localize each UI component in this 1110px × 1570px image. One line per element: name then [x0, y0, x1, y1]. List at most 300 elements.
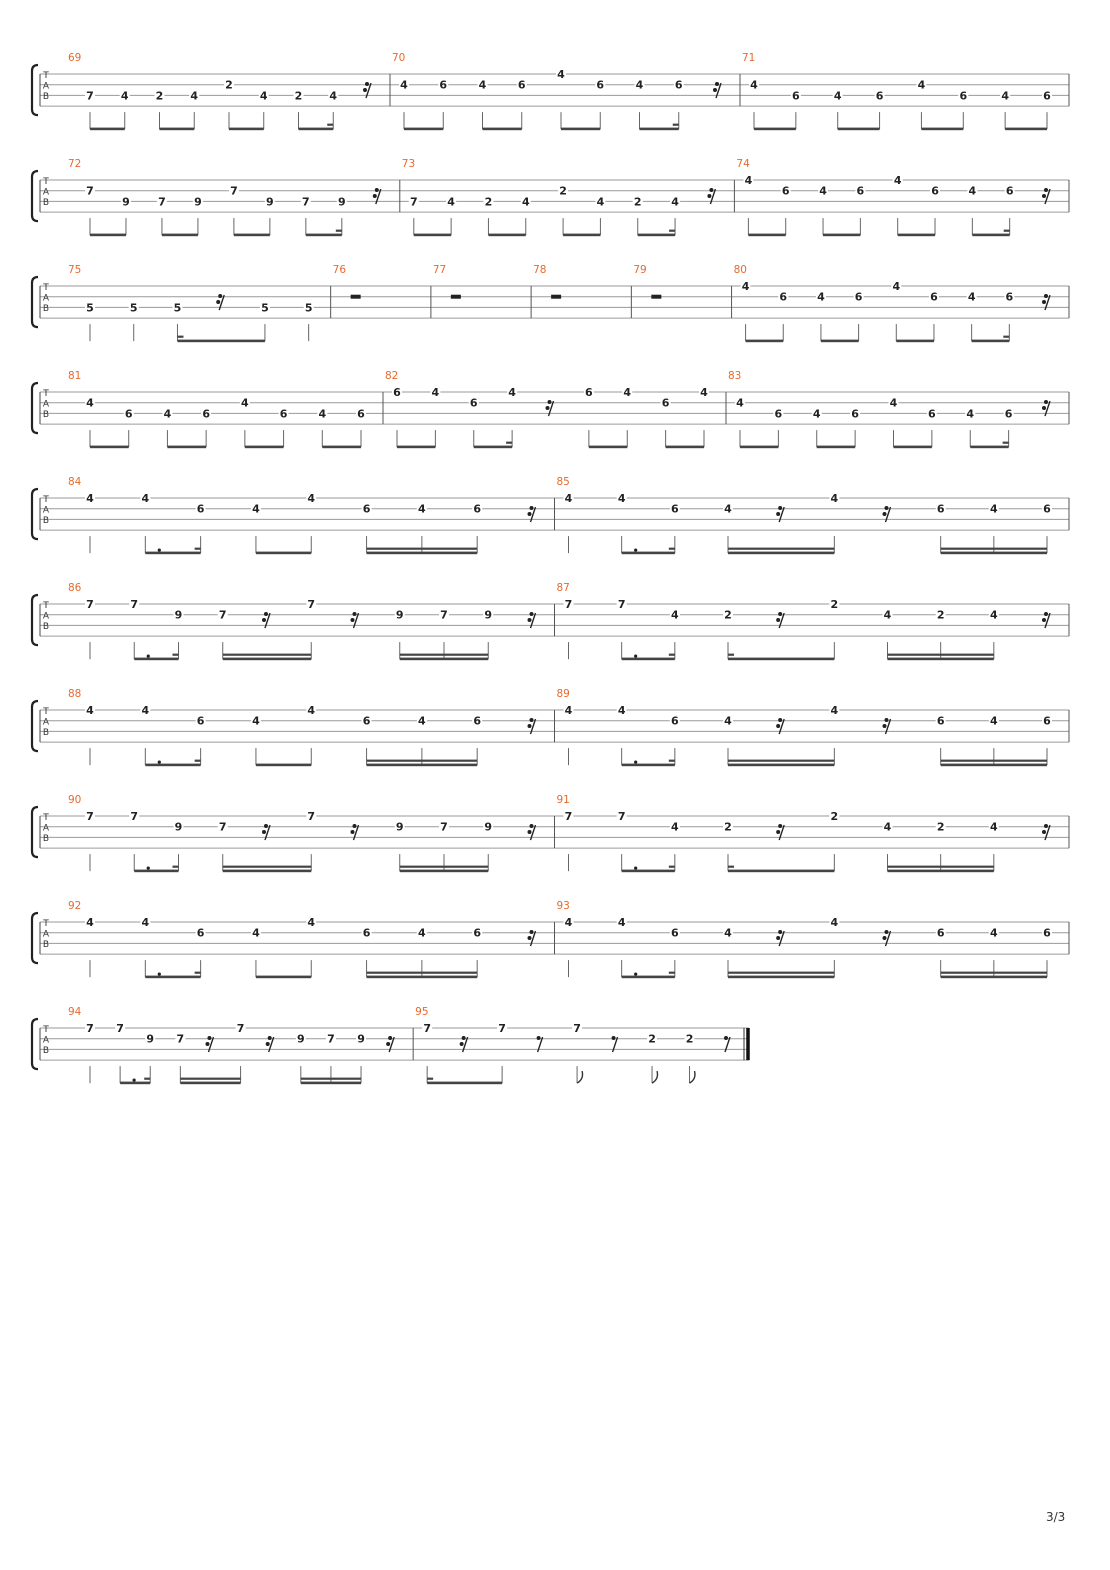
beam [474, 446, 512, 449]
fret-number: 9 [146, 1032, 155, 1046]
rest-dot [1044, 294, 1048, 298]
beam [256, 764, 311, 767]
rest-dot [776, 512, 780, 516]
beam [728, 870, 834, 873]
beam [1005, 128, 1047, 131]
fret-number: 7 [440, 608, 448, 622]
fret-number: 6 [931, 184, 939, 198]
beam-secondary [728, 972, 834, 974]
beam [322, 446, 361, 449]
beam-secondary [941, 548, 1047, 550]
measure [68, 900, 555, 978]
beam [256, 552, 311, 555]
fret-number: 4 [968, 184, 977, 198]
beam [728, 976, 834, 979]
tab-clef-letter: A [42, 929, 50, 940]
measure [392, 52, 740, 130]
measure-number: 78 [533, 264, 547, 276]
measure [736, 158, 1069, 236]
fret-number: 6 [596, 78, 605, 92]
fret-number: 4 [724, 714, 732, 728]
fret-number: 4 [307, 492, 316, 505]
measure-number: 93 [556, 900, 570, 912]
fret-number: 6 [362, 502, 371, 516]
rest-dot [778, 930, 782, 934]
note-flag [652, 1071, 657, 1083]
rest-dot [262, 618, 266, 622]
beam-hook [173, 654, 179, 656]
fret-number: 6 [779, 290, 788, 304]
fret-number: 6 [362, 714, 371, 728]
fret-number: 6 [936, 502, 945, 516]
beam [180, 1082, 240, 1085]
duration-dot [147, 867, 150, 870]
fret-number: 4 [990, 608, 998, 622]
beam [367, 976, 478, 979]
fret-number: 2 [484, 195, 493, 209]
fret-number: 4 [724, 502, 732, 516]
beam [167, 446, 206, 449]
fret-number: 4 [252, 502, 260, 516]
fret-number: 6 [124, 407, 133, 421]
rest-dot [612, 1036, 616, 1040]
fret-number: 4 [86, 916, 94, 929]
beam [177, 340, 264, 343]
duration-dot [158, 549, 161, 552]
rest-dot [262, 830, 266, 834]
fret-number: 9 [266, 195, 274, 209]
measure [68, 52, 390, 130]
beam [896, 340, 934, 343]
fret-number: 6 [792, 89, 800, 103]
tab-clef-letter: T [43, 389, 49, 399]
beam-hook [669, 972, 675, 974]
beam [622, 764, 675, 767]
fret-number: 6 [1005, 290, 1014, 304]
beam-hook [669, 548, 675, 550]
fret-number: 6 [1004, 407, 1013, 421]
fret-number: 7 [302, 195, 310, 209]
fret-number: 4 [671, 608, 679, 622]
beam [754, 128, 796, 131]
fret-number: 4 [812, 407, 821, 421]
rest-dot [528, 830, 532, 834]
fret-number: 2 [724, 608, 732, 622]
tab-clef-letter: B [42, 410, 50, 420]
beam [483, 128, 522, 131]
beam-hook [1003, 442, 1009, 444]
beam-hook [1003, 336, 1009, 338]
measure-number: 70 [392, 52, 406, 64]
rest-dot [548, 400, 552, 404]
fret-number: 6 [671, 502, 679, 516]
tab-clef-letter: T [43, 1025, 49, 1035]
beam [728, 764, 834, 767]
fret-number: 6 [936, 714, 945, 728]
beam [120, 1082, 150, 1085]
measure [557, 688, 1070, 766]
rest-dot [776, 830, 780, 834]
beam [367, 764, 478, 767]
beam-hook [669, 760, 675, 762]
fret-number: 2 [936, 608, 945, 622]
fret-number: 9 [194, 195, 202, 209]
fret-number: 4 [141, 704, 150, 717]
measure [385, 370, 726, 448]
beam-hook [506, 442, 512, 444]
measure [533, 264, 631, 318]
fret-number: 4 [557, 68, 565, 81]
beam-secondary [728, 760, 834, 762]
fret-number: 6 [279, 407, 288, 421]
fret-number: 7 [130, 810, 139, 823]
tab-clef-letter: B [42, 728, 50, 738]
fret-number: 4 [86, 492, 94, 505]
beam [666, 446, 704, 449]
fret-number: 4 [623, 386, 632, 399]
rest-dot [530, 930, 534, 934]
fret-number: 4 [617, 704, 626, 717]
rest-dot [462, 1036, 466, 1040]
fret-number: 5 [304, 301, 313, 315]
tab-clef-letter: B [42, 92, 50, 102]
fret-number: 4 [889, 396, 898, 410]
measure-number: 88 [68, 688, 82, 700]
measure-number: 87 [556, 582, 570, 594]
fret-number: 4 [617, 492, 626, 505]
fret-number: 4 [596, 195, 605, 209]
beam [414, 234, 451, 237]
rest-dot [363, 88, 367, 92]
beam [941, 764, 1047, 767]
fret-number: 7 [86, 810, 94, 823]
duration-dot [158, 973, 161, 976]
beam [589, 446, 627, 449]
tab-clef-letter: B [42, 516, 50, 526]
rest-dot [528, 618, 532, 622]
fret-number: 6 [959, 89, 968, 103]
fret-number: 4 [744, 174, 753, 187]
measure-number: 79 [633, 264, 647, 276]
whole-rest [651, 295, 661, 299]
tab-clef-letter: A [42, 187, 50, 198]
beam-hook [669, 230, 675, 232]
fret-number: 2 [633, 195, 642, 209]
measure-number: 80 [733, 264, 747, 276]
fret-number: 7 [617, 598, 626, 611]
rest-dot [373, 194, 377, 198]
fret-number: 4 [990, 714, 998, 728]
beam-hook [327, 124, 333, 126]
measure [415, 1006, 748, 1084]
fret-number: 4 [830, 704, 839, 717]
rest-dot [883, 512, 887, 516]
fret-number: 4 [892, 280, 901, 293]
fret-number: 9 [174, 608, 183, 622]
measure [68, 1006, 413, 1084]
beam [404, 128, 443, 131]
tab-system [32, 900, 1069, 978]
tab-clef-letter: T [43, 707, 49, 717]
tab-system [32, 158, 1069, 236]
fret-number: 7 [564, 598, 573, 611]
fret-number: 7 [86, 184, 94, 198]
fret-number: 4 [307, 704, 316, 717]
tab-clef-letter: A [42, 399, 50, 410]
rest-dot [778, 824, 782, 828]
beam [367, 552, 478, 555]
measure [728, 370, 1069, 448]
fret-number: 6 [856, 184, 865, 198]
beam [90, 446, 129, 449]
rest-dot [216, 300, 220, 304]
measure-number: 86 [68, 582, 82, 594]
fret-number: 6 [469, 396, 478, 410]
fret-number: 4 [400, 78, 408, 92]
tab-clef-letter: B [42, 622, 50, 632]
measure-number: 82 [385, 370, 399, 382]
rest-dot [351, 830, 355, 834]
tab-clef-letter: A [42, 611, 50, 622]
rest-dot [530, 718, 534, 722]
system-bracket [32, 489, 38, 539]
fret-number: 4 [329, 89, 338, 103]
beam [245, 446, 284, 449]
fret-number: 7 [218, 820, 227, 834]
tab-clef-letter: T [43, 177, 49, 187]
tab-clef-letter: A [42, 293, 50, 304]
fret-number: 6 [473, 926, 482, 940]
rest-dot [266, 1042, 270, 1046]
rest-dot [713, 88, 717, 92]
rest-dot [264, 824, 268, 828]
duration-dot [634, 549, 637, 552]
duration-dot [634, 655, 637, 658]
rest-dot [388, 1036, 392, 1040]
beam [145, 552, 200, 555]
rest-dot [530, 506, 534, 510]
fret-number: 5 [173, 301, 182, 315]
beam [223, 870, 312, 873]
beam [888, 870, 994, 873]
fret-number: 6 [674, 78, 683, 92]
fret-number: 7 [327, 1032, 335, 1046]
beam-secondary [367, 972, 478, 974]
beam [400, 870, 489, 873]
fret-number: 7 [409, 195, 418, 209]
fret-number: 4 [564, 492, 573, 505]
rest-dot [1044, 612, 1048, 616]
rest-dot [883, 724, 887, 728]
fret-number: 4 [252, 926, 260, 940]
fret-number: 4 [478, 78, 487, 92]
measure-number: 77 [432, 264, 447, 276]
fret-number: 7 [498, 1022, 506, 1035]
fret-number: 4 [521, 195, 530, 209]
rest-dot [351, 618, 355, 622]
fret-number: 7 [573, 1022, 581, 1035]
fret-number: 7 [230, 184, 238, 198]
beam-secondary [223, 654, 312, 656]
measure-number: 94 [68, 1006, 82, 1018]
fret-number: 6 [781, 184, 790, 198]
rest-dot [353, 612, 357, 616]
fret-number: 6 [1043, 502, 1051, 516]
fret-number: 2 [830, 598, 839, 611]
tab-clef-letter: T [43, 495, 49, 505]
beam [746, 340, 784, 343]
rest-dot [1044, 400, 1048, 404]
fret-number: 4 [163, 407, 172, 421]
rest-dot [530, 612, 534, 616]
fret-number: 6 [202, 407, 210, 421]
rest-dot [707, 194, 711, 198]
beam [90, 128, 125, 131]
beam [941, 976, 1047, 979]
fret-number: 4 [252, 714, 260, 728]
beam [898, 234, 935, 237]
fret-number: 6 [930, 290, 938, 304]
tab-clef-letter: B [42, 834, 50, 844]
measure-number: 85 [556, 476, 570, 488]
fret-number: 4 [967, 290, 976, 304]
system-bracket [32, 383, 38, 433]
tab-clef-letter: T [43, 71, 49, 81]
beam-hook [673, 124, 679, 126]
fret-number: 4 [418, 714, 426, 728]
tab-system [32, 264, 1069, 342]
beam [622, 976, 675, 979]
fret-number: 6 [875, 89, 884, 103]
fret-number: 2 [685, 1032, 694, 1046]
beam [941, 552, 1047, 555]
beam-hook [669, 866, 675, 868]
tab-clef-letter: T [43, 919, 49, 929]
rest-dot [353, 824, 357, 828]
tab-clef-letter: B [42, 304, 50, 314]
rest-dot [885, 506, 889, 510]
beam [622, 870, 675, 873]
beam [972, 234, 1009, 237]
rest-dot [205, 1042, 209, 1046]
whole-rest [351, 295, 361, 299]
tab-clef-letter: A [42, 823, 50, 834]
measure [68, 794, 555, 872]
beam [256, 976, 311, 979]
measure-number: 74 [736, 158, 750, 170]
fret-number: 9 [296, 1032, 305, 1046]
beam [306, 234, 342, 237]
beam [397, 446, 435, 449]
fret-number: 9 [357, 1032, 365, 1046]
tab-clef-letter: A [42, 717, 50, 728]
rest-dot [885, 930, 889, 934]
fret-number: 4 [830, 916, 839, 929]
measure-number: 73 [401, 158, 416, 170]
measure [433, 264, 531, 318]
measure-number: 90 [68, 794, 82, 806]
fret-number: 9 [337, 195, 346, 209]
beam-secondary [888, 866, 994, 868]
fret-number: 4 [141, 492, 150, 505]
measure [734, 264, 1069, 342]
duration-dot [634, 867, 637, 870]
beam [838, 128, 880, 131]
beam-hook [144, 1078, 150, 1080]
fret-number: 6 [774, 407, 783, 421]
fret-number: 4 [819, 184, 827, 198]
rest-dot [386, 1042, 390, 1046]
beam-hook [427, 1078, 433, 1080]
whole-rest [551, 295, 561, 299]
rest-dot [268, 1036, 272, 1040]
rest-dot [885, 718, 889, 722]
system-bracket [32, 595, 38, 645]
fret-number: 6 [196, 714, 205, 728]
beam-secondary [888, 654, 994, 656]
tab-clef-letter: T [43, 283, 49, 293]
fret-number: 7 [236, 1022, 245, 1035]
fret-number: 4 [564, 916, 573, 929]
beam [162, 234, 198, 237]
fret-number: 2 [155, 89, 164, 103]
rest-dot [460, 1042, 464, 1046]
fret-number: 4 [817, 290, 825, 304]
measure-number: 91 [556, 794, 570, 806]
fret-number: 2 [830, 810, 839, 823]
beam-secondary [400, 654, 489, 656]
fret-number: 2 [559, 184, 567, 198]
tab-system [32, 582, 1069, 660]
system-bracket [32, 1019, 38, 1069]
beam-hook [1004, 230, 1010, 232]
fret-number: 7 [86, 89, 94, 103]
measure [68, 688, 555, 766]
fret-number: 4 [241, 396, 249, 410]
fret-number: 6 [473, 502, 482, 516]
fret-number: 6 [936, 926, 945, 940]
system-bracket [32, 277, 38, 327]
beam [90, 234, 126, 237]
beam [817, 446, 855, 449]
fret-number: 9 [395, 820, 404, 834]
page-number: 3/3 [1046, 1510, 1066, 1524]
fret-number: 6 [585, 386, 593, 399]
beam [229, 128, 264, 131]
fret-number: 6 [196, 502, 205, 516]
rest-dot [883, 936, 887, 940]
beam [134, 870, 178, 873]
beam [894, 446, 932, 449]
beam-hook [336, 230, 342, 232]
beam [622, 658, 675, 661]
fret-number: 7 [307, 598, 316, 611]
fret-number: 4 [120, 89, 129, 103]
tab-clef-letter: B [42, 1046, 50, 1056]
fret-number: 2 [225, 78, 233, 92]
fret-number: 4 [564, 704, 573, 717]
measure [557, 794, 1070, 872]
duration-dot [634, 761, 637, 764]
beam-secondary [400, 866, 489, 868]
fret-number: 4 [141, 916, 150, 929]
system-bracket [32, 913, 38, 963]
beam [234, 234, 270, 237]
rest-dot [1042, 194, 1046, 198]
beam [640, 128, 679, 131]
measure [68, 158, 400, 236]
measure-number: 89 [556, 688, 570, 700]
